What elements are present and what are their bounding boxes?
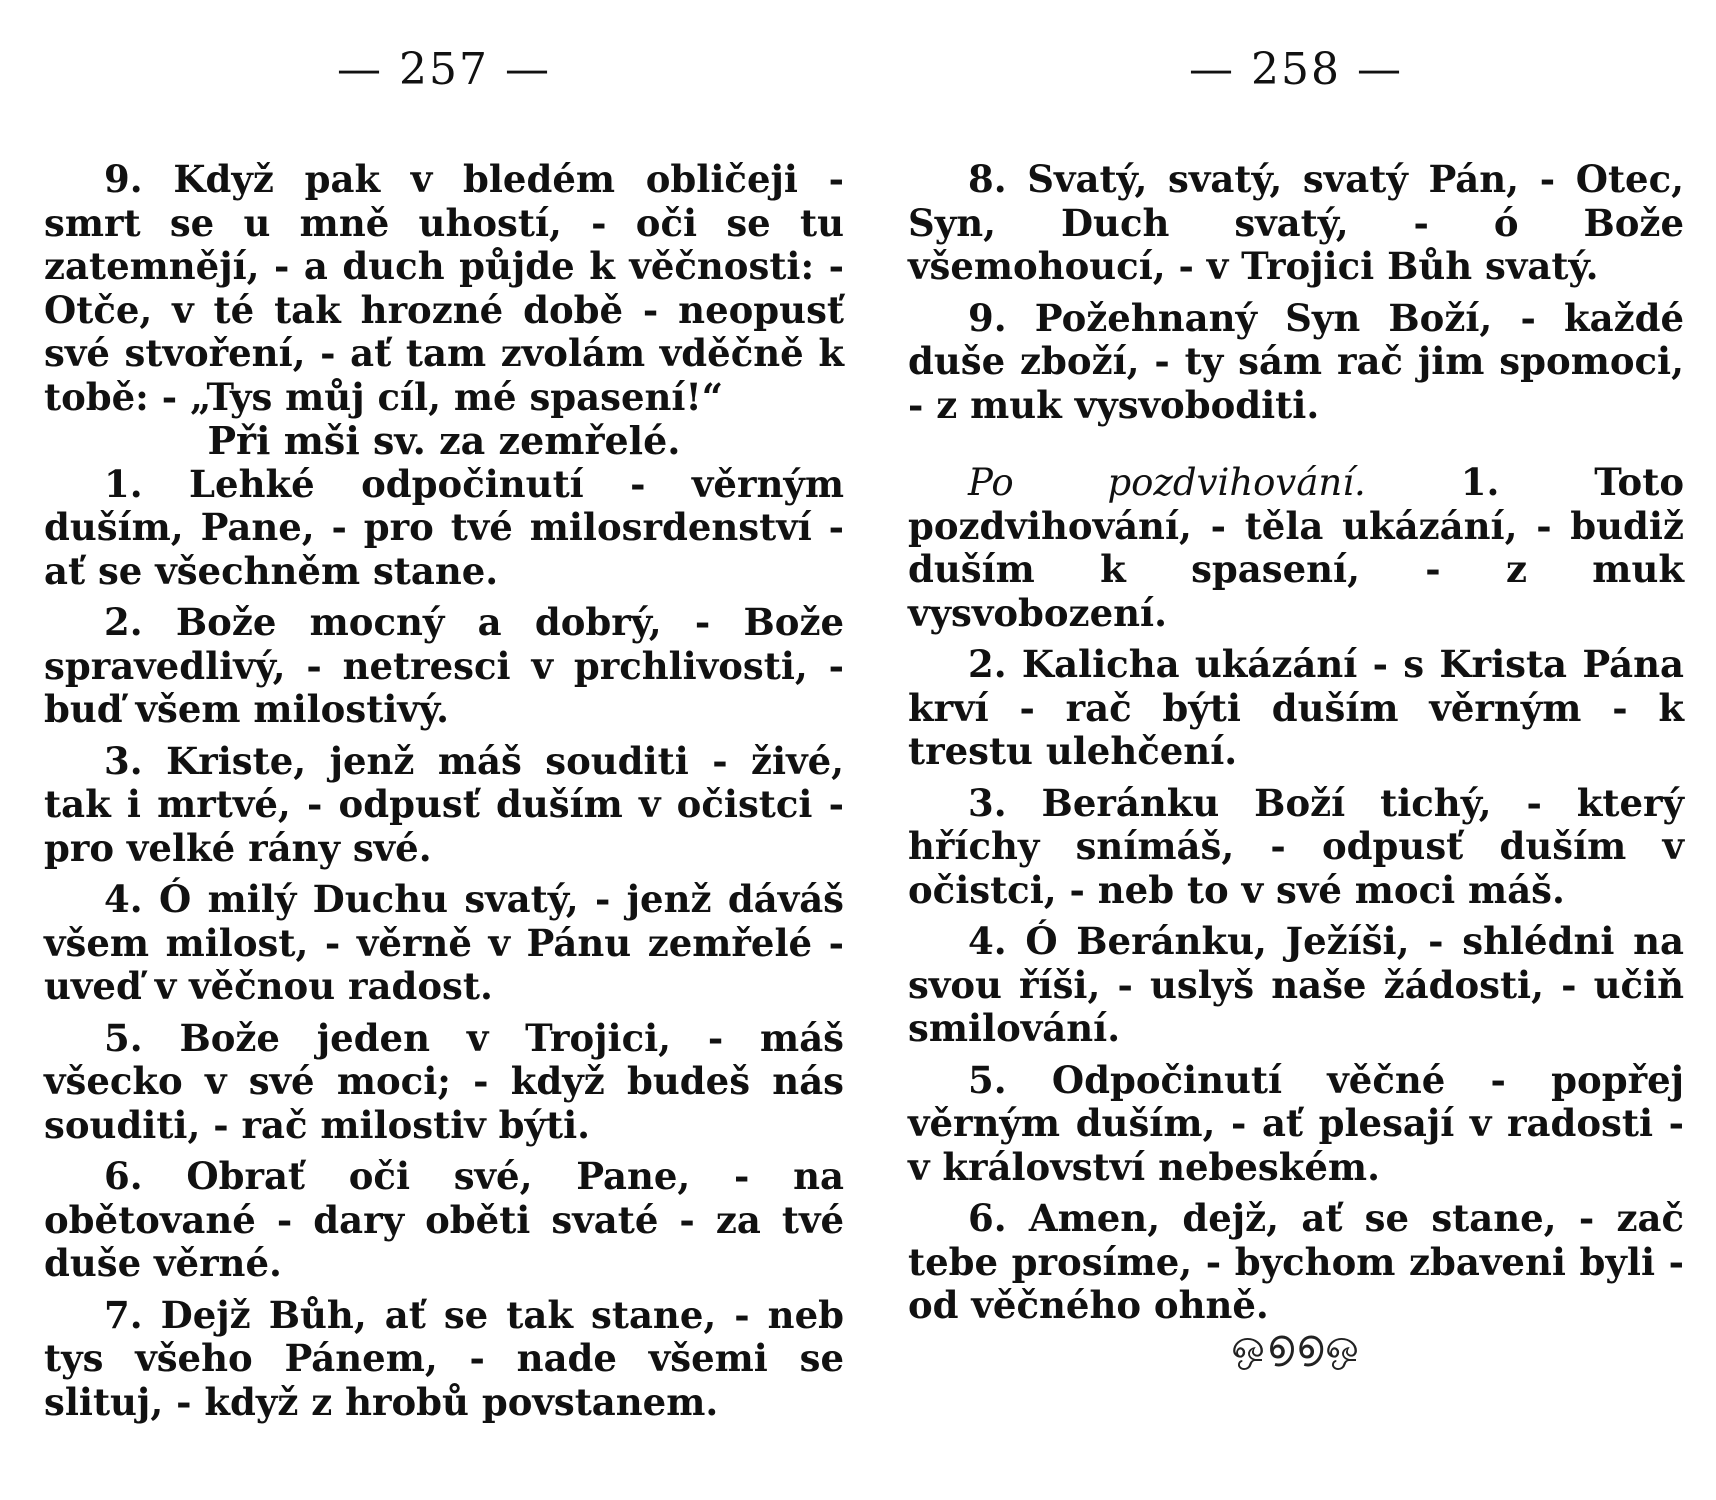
right-verse-4: 4. Ó Beránku, Ježíši, - shlédni na svou říši, - uslyš naše žádosti, - učiň smilování. xyxy=(908,919,1684,1050)
right-verse-2: 2. Kalicha ukázání - s Krista Pána krví - rač býti duším věrným - k trestu ulehčení. xyxy=(908,642,1684,773)
left-verse-3: 3. Kriste, jenž máš souditi - živé, tak i mrtvé, - odpusť duším v očistci - pro velké rány své. xyxy=(44,738,844,870)
right-verse-3: 3. Beránku Boží tichý, - který hříchy snímáš, - odpusť duším v očistci, - neb to v své moci máš. xyxy=(908,780,1684,912)
elevation-verse-1-text: 1. Toto pozdvihování, - těla ukázání, - budiž duším k spasení, - z muk vysvobození. xyxy=(908,460,1684,635)
left-page xyxy=(44,0,844,1500)
right-verse-8: 8. Svatý, svatý, svatý Pán, - Otec, Syn, Duch svatý, - ó Bože všemohoucí, - v Trojici Bůh svatý. xyxy=(908,157,1684,288)
right-verse-6: 6. Amen, dejž, ať se stane, - zač tebe prosíme, - bychom zbaveni byli - od věčného ohně. xyxy=(908,1196,1684,1327)
left-verse-4: 4. Ó milý Duchu svatý, - jenž dáváš všem milost, - věrně v Pánu zemřelé - uveď v věčnou radost. xyxy=(44,877,844,1008)
left-page-text xyxy=(44,158,844,1424)
left-verse-2: 2. Bože mocný a dobrý, - Bože spravedlivý, - netresci v prchlivosti, - buď všem milostivý. xyxy=(44,600,844,731)
page-number-left: — 257 — xyxy=(337,44,551,95)
elevation-section-verse-1 xyxy=(908,461,1684,635)
section-heading: Při mši sv. za zemřelé. xyxy=(207,418,681,463)
elevation-section-lead: Po pozdvihování. xyxy=(968,461,1366,504)
right-verse-5: 5. Odpočinutí věčné - popřej věrným duším, - ať plesají v radosti - v království nebeském. xyxy=(908,1057,1684,1189)
left-verse-6: 6. Obrať oči své, Pane, - na obětované - dary oběti svaté - za tvé duše věrné. xyxy=(44,1154,844,1285)
left-verse-1: 1. Lehké odpočinutí - věrným duším, Pane, - pro tvé milosrdenství - ať se všechněm stane. xyxy=(44,461,844,593)
page-number-right: — 258 — xyxy=(1189,44,1403,95)
right-page-text xyxy=(908,158,1684,1328)
left-verse-5: 5. Bože jeden v Trojici, - máš všecko v své moci; - když budeš nás souditi, - rač milostiv býti. xyxy=(44,1015,844,1147)
ornament-flourish: ஒ൭൭ஒ xyxy=(1231,1322,1361,1368)
left-verse-9: 9. Když pak v bledém obličeji - smrt se u mně uhostí, - oči se tu zatemnějí, - a duch půjde k věčnosti: - Otče, v té tak hrozné době - neopusť své stvoření, - ať tam zvolám vděčně k tobě: - „Tys můj cíl, mé spasení!“ xyxy=(44,157,844,419)
left-verse-7: 7. Dejž Bůh, ať se tak stane, - neb tys všeho Pánem, - nade všemi se slituj, - když z hrobů povstanem. xyxy=(44,1292,844,1424)
right-page xyxy=(908,0,1684,1500)
right-verse-9: 9. Požehnaný Syn Boží, - každé duše zboží, - ty sám rač jim spomoci, - z muk vysvoboditi. xyxy=(908,295,1684,427)
